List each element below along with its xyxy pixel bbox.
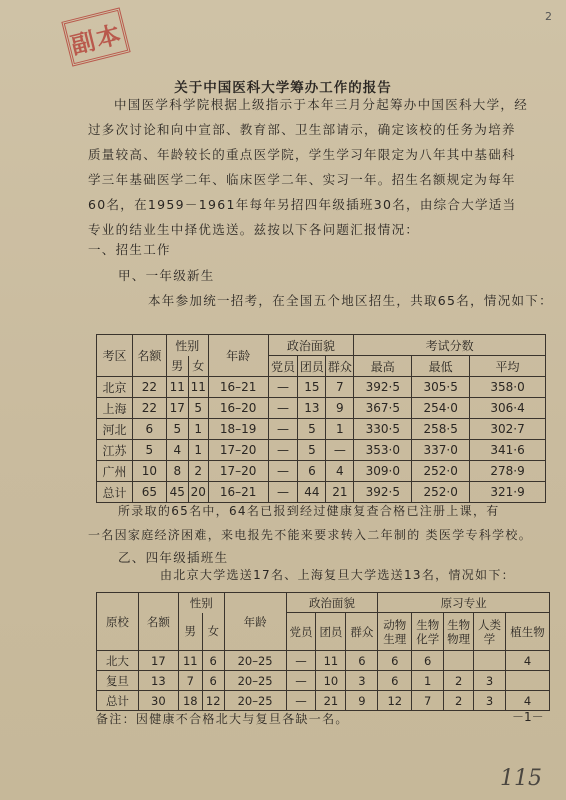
cell-quota: 13 [138, 671, 178, 691]
cell-region: 总计 [97, 482, 133, 503]
header-bio: 动物生理 [378, 613, 412, 651]
header-female: 女 [188, 356, 208, 377]
cell-masses: 9 [346, 691, 378, 711]
section-enrollment: 一、招生工作 [88, 242, 171, 257]
cell-botany: 4 [506, 651, 550, 671]
cell-male: 5 [166, 419, 188, 440]
cell-quota: 5 [132, 440, 166, 461]
corner-mark: 2 [545, 10, 552, 23]
cell-bio: 12 [378, 691, 412, 711]
header-masses: 群众 [326, 356, 354, 377]
after-table1-line1: 所录取的65名中，64名已报到经过健康复查合格已注册上课，有 [118, 504, 500, 518]
cell-quota: 30 [138, 691, 178, 711]
cell-party: — [268, 377, 298, 398]
table-row [97, 482, 546, 503]
after-table1-line2: 一名因家庭经济困难，来电报先不能来要求转入二年制的 类医学专科学校。 [88, 528, 533, 542]
cell-quota: 22 [132, 377, 166, 398]
cell-league: 15 [298, 377, 326, 398]
cell-highest: 392·5 [354, 482, 412, 503]
header-age: 年龄 [224, 593, 286, 651]
header-biochem: 生物化学 [412, 613, 444, 651]
freshmen-intro: 本年参加统一招考，在全国五个地区招生，共取65名，情况如下： [148, 293, 553, 308]
subsection-freshmen: 甲、一年级新生 [118, 268, 215, 283]
cell-highest: 353·0 [354, 440, 412, 461]
cell-quota: 10 [132, 461, 166, 482]
cell-age: 20–25 [224, 671, 286, 691]
cell-lowest: 258·5 [412, 419, 470, 440]
cell-average: 321·9 [470, 482, 546, 503]
cell-biochem: 7 [412, 691, 444, 711]
cell-age: 18–19 [208, 419, 268, 440]
cell-female: 12 [202, 691, 224, 711]
cell-quota: 65 [132, 482, 166, 503]
cell-male: 7 [178, 671, 202, 691]
header-league: 团员 [298, 356, 326, 377]
cell-masses: — [326, 440, 354, 461]
header-anthro: 人类学 [474, 613, 506, 651]
header-male: 男 [166, 356, 188, 377]
cell-biophys: 2 [444, 691, 474, 711]
header-average: 平均 [470, 356, 546, 377]
header-biophys: 生物物理 [444, 613, 474, 651]
cell-anthro [474, 651, 506, 671]
header-quota: 名额 [132, 335, 166, 377]
cell-league: 21 [316, 691, 346, 711]
cell-bio: 6 [378, 651, 412, 671]
header-masses: 群众 [346, 613, 378, 651]
cell-school: 复旦 [97, 671, 139, 691]
table-row [97, 671, 550, 691]
cell-school: 总计 [97, 691, 139, 711]
subsection-transfer: 乙、四年级插班生 [118, 550, 229, 565]
cell-age: 20–25 [224, 651, 286, 671]
cell-lowest: 254·0 [412, 398, 470, 419]
table-row [97, 440, 546, 461]
cell-female: 5 [188, 398, 208, 419]
cell-biophys: 2 [444, 671, 474, 691]
cell-average: 341·6 [470, 440, 546, 461]
cell-lowest: 252·0 [412, 461, 470, 482]
transfer-intro: 由北京大学选送17名、上海复旦大学选送13名，情况如下： [160, 568, 515, 582]
cell-age: 20–25 [224, 691, 286, 711]
cell-masses: 7 [326, 377, 354, 398]
cell-league: 6 [298, 461, 326, 482]
header-gender: 性别 [178, 593, 224, 613]
cell-male: 17 [166, 398, 188, 419]
cell-region: 河北 [97, 419, 133, 440]
cell-league: 44 [298, 482, 326, 503]
cell-league: 10 [316, 671, 346, 691]
cell-age: 16–21 [208, 377, 268, 398]
page-number: －1－ [512, 710, 544, 724]
freshmen-table [96, 334, 546, 503]
cell-masses: 9 [326, 398, 354, 419]
cell-party: — [268, 398, 298, 419]
table-row [97, 419, 546, 440]
cell-female: 2 [188, 461, 208, 482]
table-note: 备注：因健康不合格北大与复旦各缺一名。 [96, 712, 349, 726]
cell-highest: 392·5 [354, 377, 412, 398]
cell-highest: 330·5 [354, 419, 412, 440]
handwritten-number: 115 [500, 766, 542, 791]
cell-region: 江苏 [97, 440, 133, 461]
header-party: 党员 [286, 613, 316, 651]
cell-lowest: 305·5 [412, 377, 470, 398]
cell-female: 6 [202, 651, 224, 671]
table-row [97, 651, 550, 671]
cell-region: 北京 [97, 377, 133, 398]
header-region: 考区 [97, 335, 133, 377]
header-male: 男 [178, 613, 202, 651]
cell-league: 5 [298, 419, 326, 440]
cell-average: 278·9 [470, 461, 546, 482]
table-row [97, 398, 546, 419]
cell-anthro: 3 [474, 671, 506, 691]
cell-female: 1 [188, 419, 208, 440]
cell-botany [506, 671, 550, 691]
header-politics: 政治面貌 [286, 593, 378, 613]
cell-bio: 6 [378, 671, 412, 691]
header-highest: 最高 [354, 356, 412, 377]
header-age: 年龄 [208, 335, 268, 377]
cell-league: 13 [298, 398, 326, 419]
cell-female: 20 [188, 482, 208, 503]
cell-highest: 309·0 [354, 461, 412, 482]
cell-botany: 4 [506, 691, 550, 711]
header-female: 女 [202, 613, 224, 651]
cell-region: 上海 [97, 398, 133, 419]
cell-masses: 3 [346, 671, 378, 691]
cell-masses: 1 [326, 419, 354, 440]
header-quota: 名额 [138, 593, 178, 651]
header-party: 党员 [268, 356, 298, 377]
cell-female: 11 [188, 377, 208, 398]
cell-league: 5 [298, 440, 326, 461]
cell-age: 17–20 [208, 440, 268, 461]
cell-masses: 6 [346, 651, 378, 671]
cell-male: 45 [166, 482, 188, 503]
cell-lowest: 252·0 [412, 482, 470, 503]
cell-quota: 22 [132, 398, 166, 419]
cell-party: — [268, 482, 298, 503]
cell-female: 6 [202, 671, 224, 691]
header-politics: 政治面貌 [268, 335, 354, 356]
cell-masses: 21 [326, 482, 354, 503]
cell-masses: 4 [326, 461, 354, 482]
intro-paragraph: 中国医学科学院根据上级指示于本年三月分起筹办中国医科大学，经过多次讨论和向中宣部、教育部、卫生部请示，确定该校的任务为培养质量较高、年龄较长的重点医学院，学生学习年限定为八年其中基础科学三年基础医学二年、临床医学二年、实习一年。招生名额规定为每年60名，在1959－1961年每年另招四年级插班30名，由综合大学适当专业的结业生中择优选送。兹按以下各问题汇报情况： [88, 97, 529, 237]
header-exam: 考试分数 [354, 335, 546, 356]
cell-biochem: 1 [412, 671, 444, 691]
cell-male: 11 [178, 651, 202, 671]
cell-lowest: 337·0 [412, 440, 470, 461]
cell-party: — [286, 691, 316, 711]
cell-school: 北大 [97, 651, 139, 671]
header-botany: 植生物 [506, 613, 550, 651]
cell-age: 16–20 [208, 398, 268, 419]
cell-female: 1 [188, 440, 208, 461]
cell-party: — [268, 419, 298, 440]
cell-average: 302·7 [470, 419, 546, 440]
table-row [97, 461, 546, 482]
cell-male: 8 [166, 461, 188, 482]
cell-male: 18 [178, 691, 202, 711]
table-row [97, 691, 550, 711]
cell-party: — [268, 461, 298, 482]
cell-party: — [286, 651, 316, 671]
cell-party: — [286, 671, 316, 691]
table-row [97, 377, 546, 398]
copy-stamp: 副本 [61, 7, 130, 66]
cell-age: 17–20 [208, 461, 268, 482]
header-lowest: 最低 [412, 356, 470, 377]
cell-male: 11 [166, 377, 188, 398]
header-league: 团员 [316, 613, 346, 651]
cell-biochem: 6 [412, 651, 444, 671]
header-major: 原习专业 [378, 593, 550, 613]
cell-male: 4 [166, 440, 188, 461]
cell-league: 11 [316, 651, 346, 671]
cell-quota: 17 [138, 651, 178, 671]
cell-region: 广州 [97, 461, 133, 482]
cell-anthro: 3 [474, 691, 506, 711]
cell-party: — [268, 440, 298, 461]
cell-quota: 6 [132, 419, 166, 440]
cell-average: 358·0 [470, 377, 546, 398]
header-school: 原校 [97, 593, 139, 651]
report-title: 关于中国医科大学筹办工作的报告 [174, 80, 392, 96]
header-gender: 性别 [166, 335, 208, 356]
cell-highest: 367·5 [354, 398, 412, 419]
transfer-table [96, 592, 550, 711]
cell-biophys [444, 651, 474, 671]
cell-age: 16–21 [208, 482, 268, 503]
cell-average: 306·4 [470, 398, 546, 419]
